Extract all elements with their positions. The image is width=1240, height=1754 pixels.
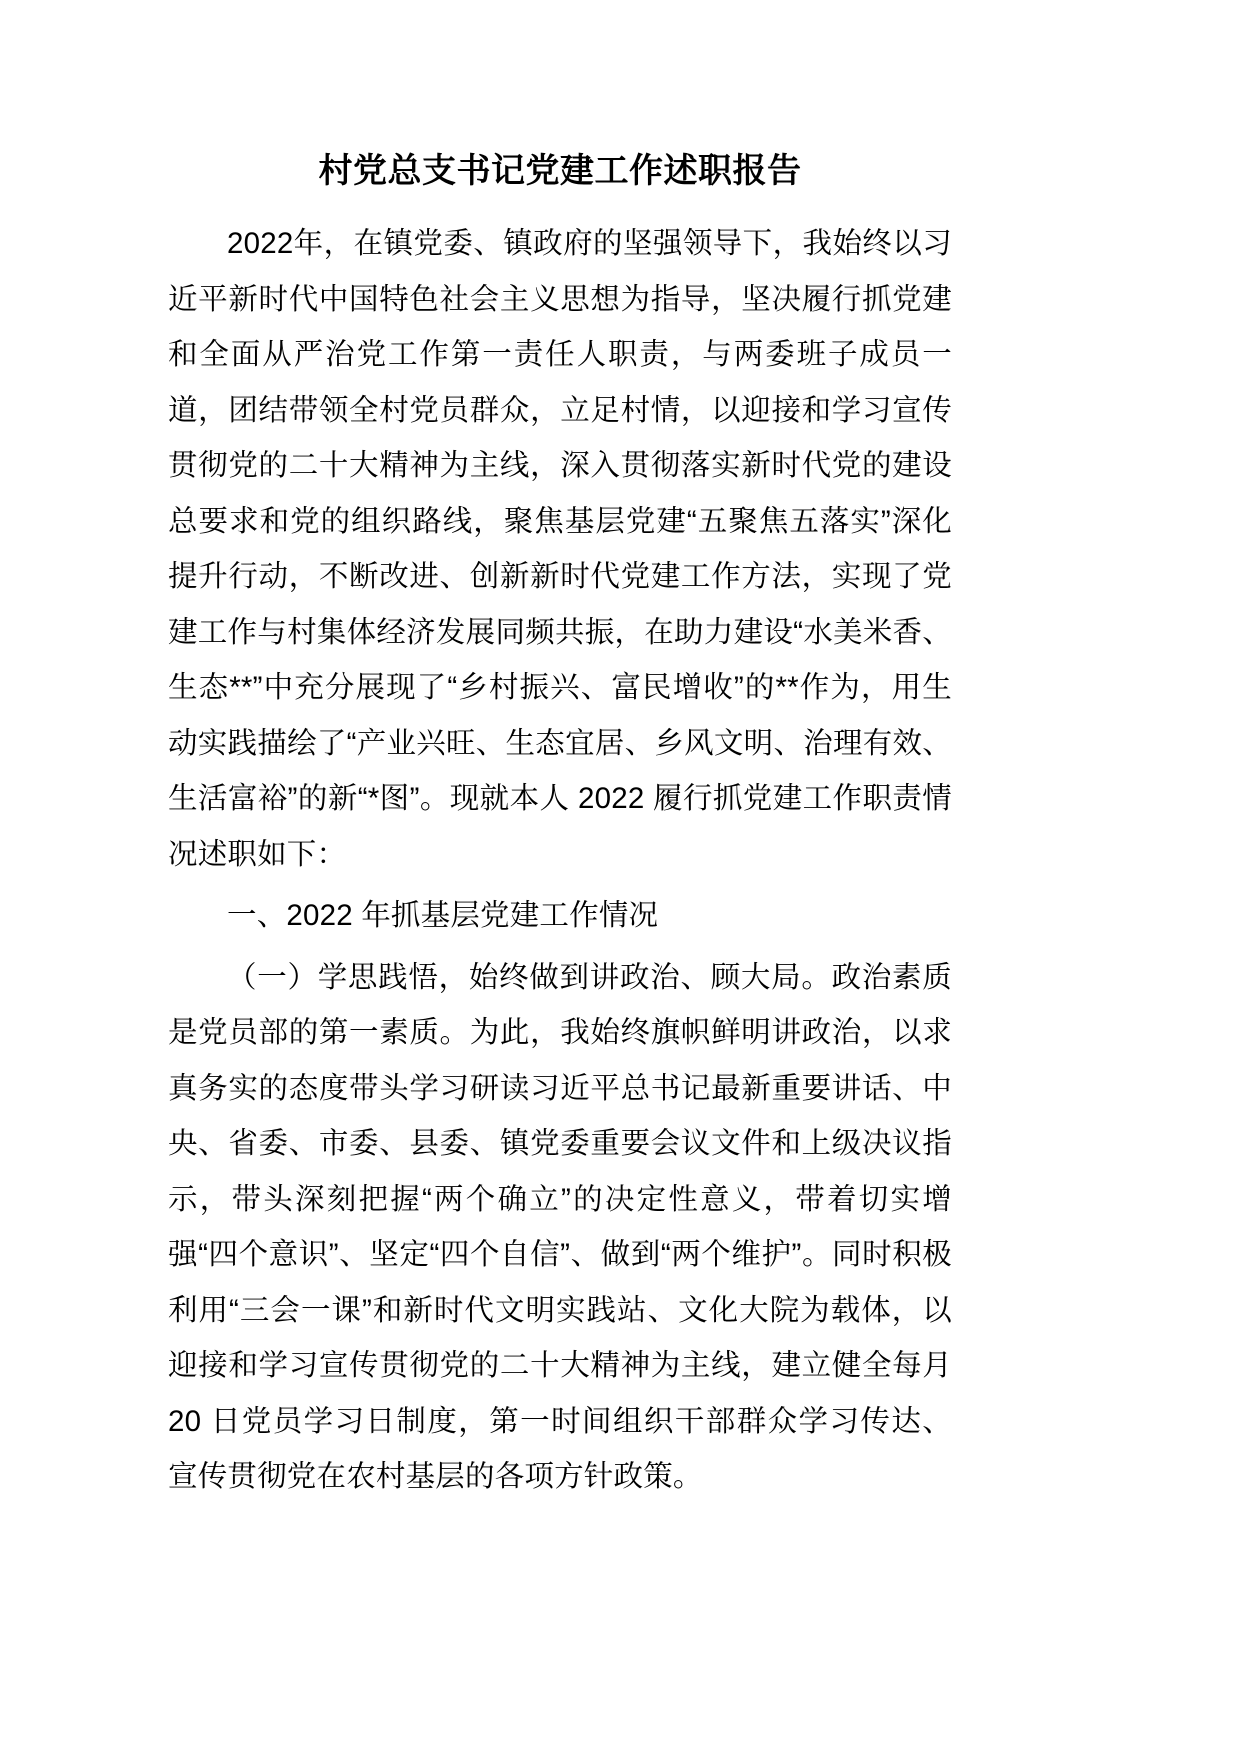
paragraph-intro: 2022年，在镇党委、镇政府的坚强领导下，我始终以习近平新时代中国特色社会主义思想为指导，坚决履行抓党建和全面从严治党工作第一责任人职责，与两委班子成员一道，团结带领全村党员群众，立足村情，以迎接和学习宣传贯彻党的二十大精神为主线，深入贯彻落实新时代党的建设总要求和党的组织路线，聚焦基层党建“五聚焦五落实”深化提升行动，不断改进、创新新时代党建工作方法，实现了党建工作与村集体经济发展同频共振，在助力建设“水美米香、生态**”中充分展现了“乡村振兴、富民增收”的**作为，用生动实践描绘了“产业兴旺、生态宜居、乡风文明、治理有效、生活富裕”的新“*图”。现就本人 2022 履行抓党建工作职责情况述职如下： [168,227,952,871]
section-heading-one: 一、2022 年抓基层党建工作情况 [227,899,659,932]
page-title: 村党总支书记党建工作述职报告 [318,152,802,190]
paragraph-subsection-one-1: （一）学思践悟，始终做到讲政治、顾大局。政治素质是党员部的第一素质。为此，我始终旗帜鲜明讲政治，以求真务实的态度带头学习研读习近平总书记最新重要讲话、中央、省委、市委、县委、镇党委重要会议文件和上级决议指示，带头深刻把握“两个确立”的决定性意义，带着切实增强“四个意识”、坚定“四个自信”、做到“两个维护”。同时积极利用“三会一课”和新时代文明实践站、文化大院为载体，以迎接和学习宣传贯彻党的二十大精神为主线，建立健全每月 20 日党员学习日制度，第一时间组织干部群众学习传达、宣传贯彻党在农村基层的各项方针政策。 [168,960,952,1493]
document-body [168,0,952,1505]
